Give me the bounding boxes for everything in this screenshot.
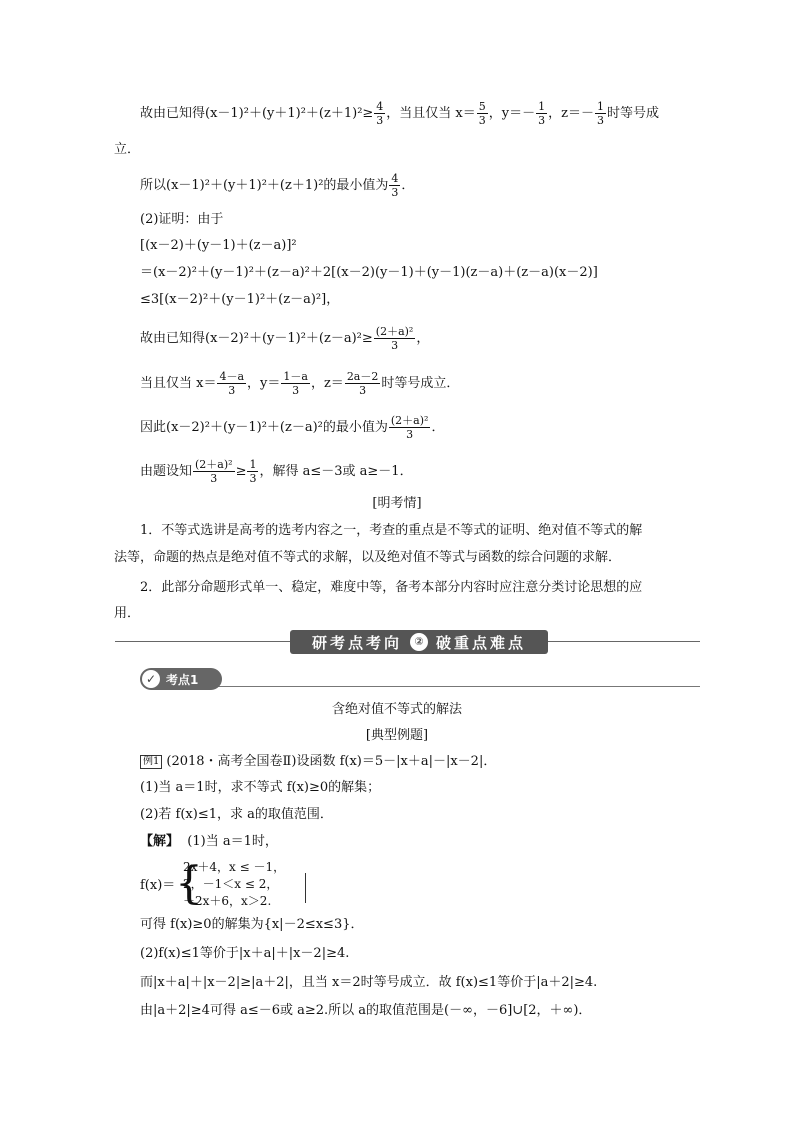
case-line: －2x＋6，x＞2. bbox=[183, 894, 272, 908]
kaodian-badge bbox=[140, 668, 222, 690]
text: (1)当 a＝1时， bbox=[187, 834, 278, 849]
paragraph: 法等，命题的热点是绝对值不等式的求解，以及绝对值不等式与函数的综合问题的求解． bbox=[114, 550, 622, 565]
banner-text: 研考点考向 bbox=[311, 633, 402, 652]
para-line-7 bbox=[140, 325, 429, 352]
text: ，解得 a≤－3或 a≥－1． bbox=[259, 464, 413, 479]
text: ，当且仅当 x＝ bbox=[386, 106, 476, 121]
topic-title: 含绝对值不等式的解法 bbox=[331, 702, 462, 717]
text: ． bbox=[431, 420, 445, 435]
para-line-8 bbox=[140, 370, 459, 397]
topic-subtitle: [典型例题] bbox=[365, 728, 429, 743]
text: ，z＝－ bbox=[548, 106, 594, 121]
text: 故由已知得(x－2)²＋(y－1)²＋(z－a)²≥ bbox=[140, 331, 373, 346]
equation-line: ＝(x－2)²＋(y－1)²＋(z－a)²＋2[(x－2)(y－1)＋(y－1)(z－a)＋(z－a)(x－2)] bbox=[140, 265, 598, 280]
check-icon: ✓ bbox=[142, 670, 160, 688]
example-stem bbox=[140, 752, 496, 772]
text: 时等号成立． bbox=[381, 376, 460, 391]
question-1: (1)当 a＝1时，求不等式 f(x)≥0的解集； bbox=[140, 780, 381, 795]
fraction: $\frac{4}{3}$ bbox=[391, 172, 399, 199]
piecewise-cases bbox=[183, 859, 285, 910]
number-circle-icon: ② bbox=[410, 633, 428, 651]
brace: { bbox=[175, 858, 203, 909]
text: ≥ bbox=[235, 464, 247, 479]
solution-line: 可得 f(x)≥0的解集为{x|－2≤x≤3}． bbox=[140, 917, 364, 932]
equation-line: [(x－2)＋(y－1)＋(z－a)]² bbox=[140, 238, 297, 253]
solution-line: 而|x＋a|＋|x－2|≥|a＋2|，且当 x＝2时等号成立．故 f(x)≤1等价于|a＋2|≥4. bbox=[140, 975, 598, 990]
fraction: $\frac{\text{(2＋a)²}}{3}$ bbox=[375, 325, 414, 352]
fraction: $\frac{1}{3}$ bbox=[596, 100, 604, 127]
fraction: $\frac{2a-2}{3}$ bbox=[346, 370, 379, 397]
fraction: $\frac{\text{(2＋a)²}}{3}$ bbox=[195, 458, 233, 485]
text: 故由已知得(x－1)²＋(y＋1)²＋(z＋1)²≥ bbox=[140, 106, 374, 121]
fraction: $\frac{1}{3}$ bbox=[538, 100, 546, 127]
fraction: $\frac{5}{3}$ bbox=[478, 100, 486, 127]
question-2: (2)若 f(x)≤1，求 a的取值范围． bbox=[140, 807, 333, 822]
para-line-1 bbox=[140, 100, 659, 127]
paragraph: 用． bbox=[114, 606, 141, 621]
text: (2018・高考全国卷Ⅱ)设函数 f(x)＝5－|x＋a|－|x－2|． bbox=[166, 754, 497, 769]
solution-line: (2)f(x)≤1等价于|x＋a|＋|x－2|≥4. bbox=[140, 946, 350, 961]
para-line-2 bbox=[140, 172, 414, 199]
section-banner bbox=[290, 630, 548, 654]
text: ，y＝－ bbox=[488, 106, 536, 121]
solution-line bbox=[140, 832, 278, 852]
badge-label: 考点1 bbox=[166, 672, 199, 687]
equation-line: ≤3[(x－2)²＋(y－1)²＋(z－a)²]， bbox=[140, 292, 340, 307]
case-line: 2，－1＜x ≤ 2， bbox=[183, 877, 279, 891]
text: 时等号成 bbox=[606, 106, 659, 121]
text: ，y＝ bbox=[247, 376, 281, 391]
example-tag: 例1 bbox=[140, 755, 162, 769]
case-line: 2x＋4，x ≤ －1， bbox=[183, 860, 286, 874]
section-heading: [明考情] bbox=[372, 496, 422, 511]
fraction: $\frac{4-a}{3}$ bbox=[219, 370, 245, 397]
para-line-10 bbox=[140, 458, 413, 485]
bracket-edge bbox=[305, 873, 306, 903]
piecewise-label: f(x)＝ bbox=[140, 878, 176, 893]
text: 所以(x－1)²＋(y＋1)²＋(z＋1)²的最小值为 bbox=[140, 178, 389, 193]
text: ， bbox=[416, 331, 430, 346]
text: ． bbox=[401, 178, 415, 193]
solution-line: 由|a＋2|≥4可得 a≤－6或 a≥2.所以 a的取值范围是(－∞，－6]∪[2，＋∞)． bbox=[140, 1003, 592, 1018]
banner-text: 破重点难点 bbox=[436, 633, 527, 652]
fraction: $\frac{1}{3}$ bbox=[249, 458, 257, 485]
divider bbox=[170, 686, 700, 687]
para-line-1-cont: 立． bbox=[114, 142, 141, 157]
solution-tag: 【解】 bbox=[140, 834, 180, 849]
text: 当且仅当 x＝ bbox=[140, 376, 217, 391]
text: 因此(x－2)²＋(y－1)²＋(z－a)²的最小值为 bbox=[140, 420, 388, 435]
text: 由题设知 bbox=[140, 464, 193, 479]
para-line-9 bbox=[140, 414, 444, 441]
paragraph: 1．不等式选讲是高考的选考内容之一，考查的重点是不等式的证明、绝对值不等式的解 bbox=[140, 523, 643, 538]
fraction: $\frac{1-a}{3}$ bbox=[283, 370, 308, 397]
proof-heading: (2)证明：由于 bbox=[140, 212, 224, 227]
fraction: $\frac{\text{(2＋a)²}}{3}$ bbox=[390, 414, 429, 441]
paragraph: 2．此部分命题形式单一、稳定，难度中等，备考本部分内容时应注意分类讨论思想的应 bbox=[140, 580, 643, 595]
fraction: $\frac{4}{3}$ bbox=[376, 100, 384, 127]
text: ，z＝ bbox=[310, 376, 344, 391]
